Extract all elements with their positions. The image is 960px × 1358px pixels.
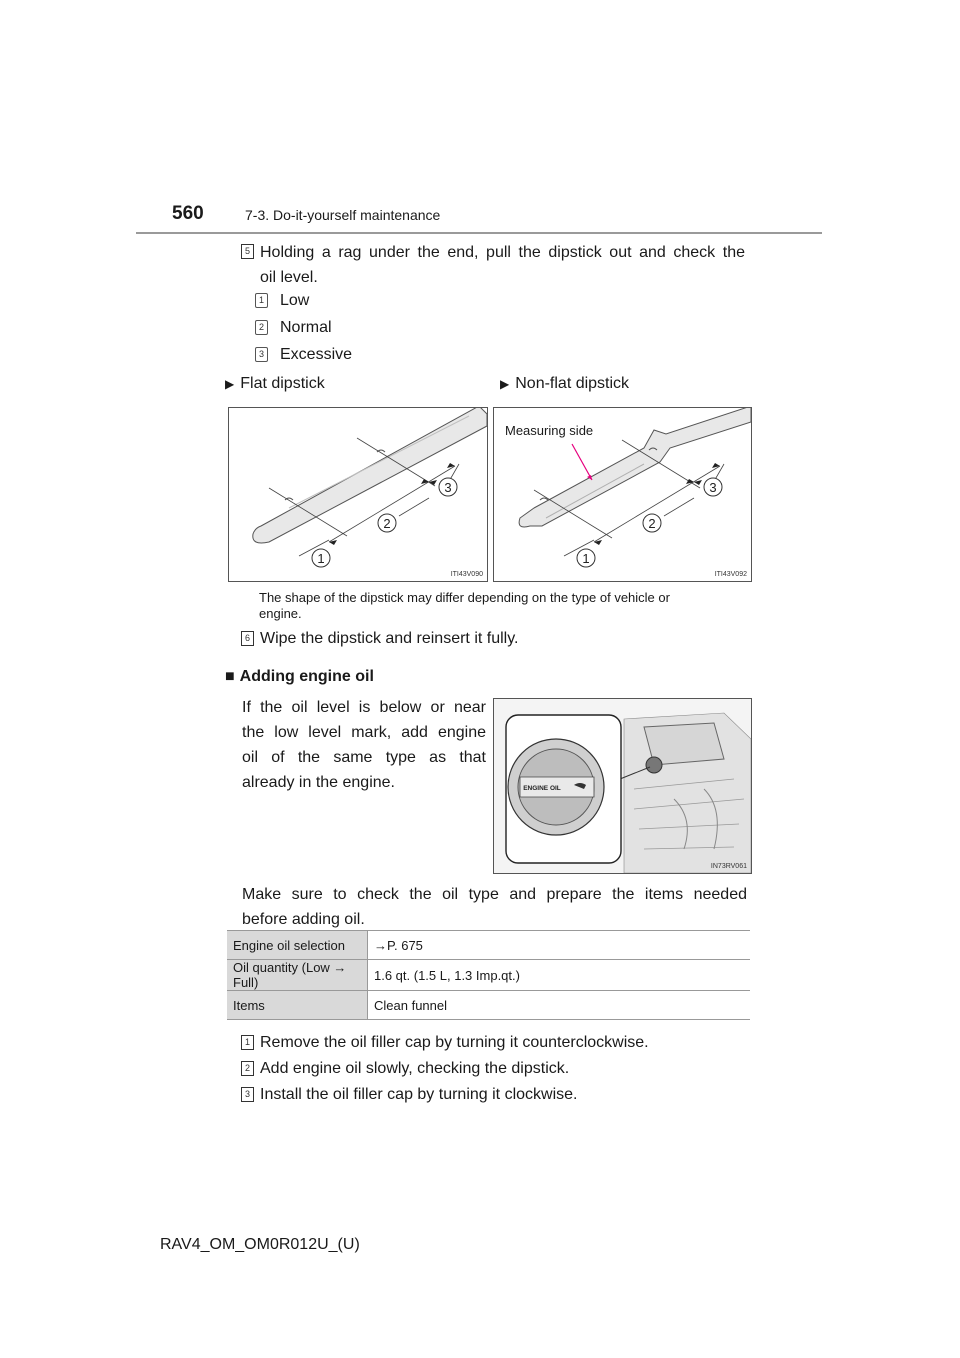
table-key: Oil quantity (Low → Full) (227, 960, 368, 991)
table-row (227, 931, 750, 960)
legend-1-marker: 1 (255, 293, 268, 308)
measuring-side-label: Measuring side (505, 423, 594, 438)
para-line-3: oil of the same type as that (242, 749, 486, 766)
step-6-text: Wipe the dipstick and reinsert it fully. (260, 630, 519, 647)
oil-filler-cap-figure (493, 698, 752, 874)
flat-callout-1: 1 (317, 551, 325, 566)
nonflat-callout-2: 2 (648, 516, 656, 531)
page-number: 560 (172, 203, 204, 224)
nonflat-dipstick-figure (493, 407, 752, 582)
step-5-line-1: Holding a rag under the end, pull the dipstick out and check the (260, 244, 745, 261)
para-line-1: If the oil level is below or near (242, 699, 486, 716)
legend-3-label: Excessive (280, 346, 353, 363)
step-3-text: Install the oil filler cap by turning it clockwise. (260, 1086, 578, 1103)
figure-note-line-1: The shape of the dipstick may differ depending on the type of vehicle or (259, 590, 670, 605)
step-3-marker: 3 (241, 1087, 254, 1102)
para-line-4: already in the engine. (242, 774, 395, 791)
nonflat-callout-1: 1 (582, 551, 590, 566)
flat-dipstick-figure (228, 407, 488, 582)
oil-specs-table (227, 930, 750, 1020)
triangle-bullet-icon: ▶ (500, 377, 510, 391)
step-5-marker: 5 (241, 244, 254, 259)
table-row (227, 991, 750, 1020)
table-key: Items (227, 991, 368, 1020)
nonflat-figure-code: ITI43V092 (714, 571, 747, 578)
step-1-text: Remove the oil filler cap by turning it counterclockwise. (260, 1034, 649, 1051)
check-line-1: Make sure to check the oil type and prepare the items needed (242, 886, 747, 903)
nonflat-dipstick-title: ▶ Non-flat dipstick (500, 375, 630, 392)
table-value: →P. 675 (368, 931, 751, 960)
nonflat-callout-3: 3 (709, 480, 717, 495)
square-bullet-icon: ■ (225, 668, 235, 685)
flat-callout-2: 2 (383, 516, 391, 531)
check-line-2: before adding oil. (242, 911, 365, 928)
engine-oil-cap-label: ENGINE OIL (523, 785, 561, 792)
step-1-marker: 1 (241, 1035, 254, 1050)
legend-3-marker: 3 (255, 347, 268, 362)
step-2-marker: 2 (241, 1061, 254, 1076)
para-line-2: the low level mark, add engine (242, 724, 486, 741)
flat-dipstick-illustration (229, 408, 487, 581)
photo-figure-code: IN73RV061 (710, 863, 747, 870)
figure-note-line-2: engine. (259, 606, 302, 621)
legend-2-marker: 2 (255, 320, 268, 335)
step-5-line-2: oil level. (260, 269, 318, 286)
figure-note (259, 590, 751, 622)
engine-bay-illustration (494, 699, 751, 873)
flat-dipstick-title: ▶ Flat dipstick (225, 375, 325, 392)
legend-2-label: Normal (280, 319, 332, 336)
document-footer-code: RAV4_OM_OM0R012U_(U) (160, 1236, 360, 1253)
adding-engine-oil-heading: ■ Adding engine oil (225, 668, 374, 685)
legend-1-label: Low (280, 292, 310, 309)
adding-oil-paragraph (242, 695, 486, 795)
triangle-bullet-icon: ▶ (225, 377, 235, 391)
section-title: 7-3. Do-it-yourself maintenance (245, 207, 441, 223)
check-oil-paragraph (242, 882, 747, 932)
table-key: Engine oil selection (227, 931, 368, 960)
step-5-text (260, 240, 745, 290)
table-value: 1.6 qt. (1.5 L, 1.3 Imp.qt.) (368, 960, 751, 991)
step-6-marker: 6 (241, 631, 254, 646)
flat-figure-code: ITI43V090 (450, 571, 483, 578)
table-value: Clean funnel (368, 991, 751, 1020)
table-row (227, 960, 750, 991)
flat-callout-3: 3 (444, 480, 452, 495)
header-rule (136, 232, 822, 234)
step-2-text: Add engine oil slowly, checking the dipstick. (260, 1060, 570, 1077)
